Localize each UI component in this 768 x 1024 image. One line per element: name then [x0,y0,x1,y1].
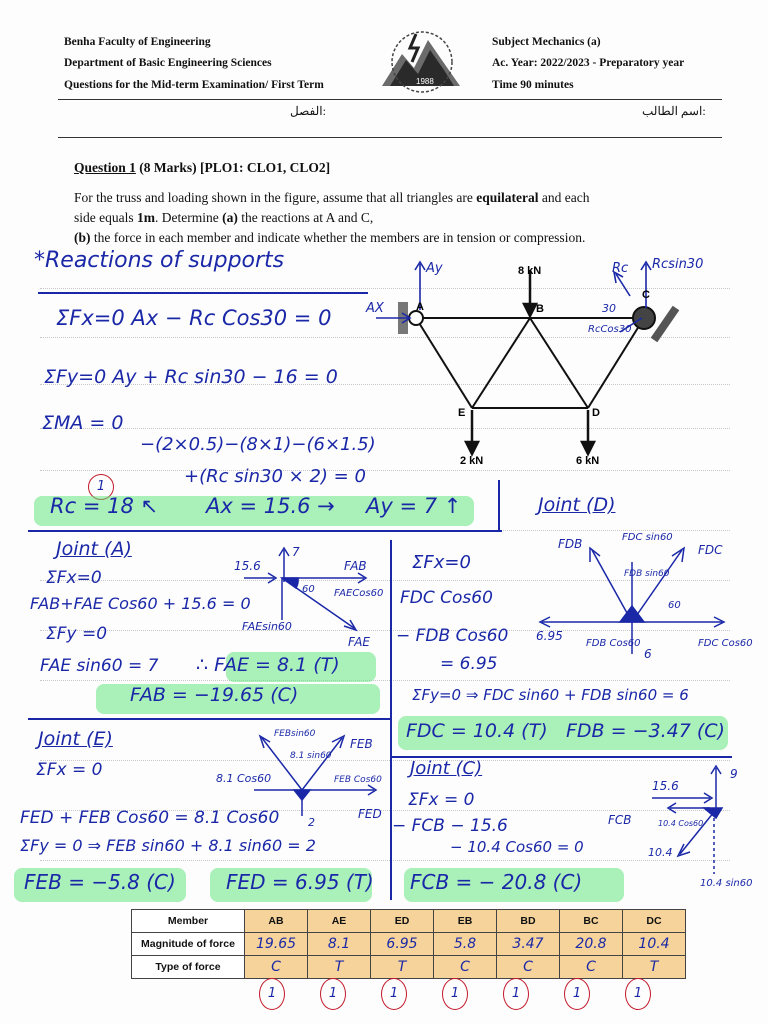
load-d-label: 6 kN [576,455,600,467]
joint-d-fbd [532,522,753,672]
joint-a-d-7: 7 [292,545,300,559]
joint-c-d-156: 15.6 [652,779,679,793]
joint-c-d-104cos: 10.4 Cos60 [658,819,704,828]
joint-e-d-ebsin: FEBsin60 [274,729,316,739]
score-mark: 1 [503,978,529,1010]
load-e-label: 2 kN [460,455,484,467]
joint-d-result-fdb: FDB = −3.47 (C) [566,720,725,742]
joint-c-eq3: − 10.4 Cos60 = 0 [450,838,584,856]
divider-h1 [28,530,502,532]
joint-d-d-fdb: FDB [558,537,583,551]
ax-label: AX [366,301,384,316]
divider-h2 [28,718,390,720]
joint-d-d-60: 60 [668,600,681,611]
joint-e-d-81cos: 8.1 Cos60 [216,772,272,785]
eq-sum-fy: ΣFy=0 Ay + Rc sin30 − 16 = 0 [44,366,338,388]
university-name: Benha Faculty of Engineering [64,36,211,48]
question-marks: (8 Marks) [PLO1: CLO1, CLO2] [139,160,331,175]
joint-d-eq2: FDC Cos60 [400,588,493,608]
question-body: For the truss and loading shown in the figure, assume that all triangles are equilateral and each side equals 1m. Determine (a) the reactions at A and C, (b) the force in each member and indicate whether the members are in tension or compression. [74,190,590,245]
joint-d-d-695: 6.95 [536,629,563,643]
table-header-cell: ED [371,910,434,933]
table-header-cell: AE [308,910,371,933]
joint-e-result-feb: FEB = −5.8 (C) [24,870,176,894]
support-c-wall [654,308,676,340]
joint-e-d-fed: FED [358,807,382,821]
joint-d-eq5: ΣFy=0 ⇒ FDC sin60 + FDB sin60 = 6 [412,686,689,704]
joint-a-eq1: ΣFx=0 [46,568,102,588]
eq-moment-rc: +(Rc sin30 × 2) = 0 [184,466,366,487]
load-b-label: 8 kN [518,265,542,277]
eq-sum-ma: ΣMA = 0 [42,412,124,434]
academic-year: Ac. Year: 2022/2023 - Preparatory year [492,57,685,69]
angle-label: 30 [602,302,616,315]
joint-e-fbd [216,722,394,832]
joint-c-eq1: ΣFx = 0 [408,790,475,810]
joint-d-eq3: − FDB Cos60 [396,626,509,646]
score-mark: 1 [259,978,285,1010]
joint-c-d-104: 10.4 [648,846,673,859]
joint-d-d-fdcsin: FDC sin60 [622,532,673,543]
joint-c-fbd [604,762,754,902]
magnitude-cell: 3.47 [512,936,544,952]
joint-c-eq2: − FCB − 15.6 [392,816,508,836]
magnitude-cell: 10.4 [638,936,670,952]
joint-e-d-2: 2 [308,816,315,829]
joint-e-d-feb: FEB [350,737,373,751]
joint-a-d-faesin: FAEsin60 [242,620,292,633]
joint-e-result-fed: FED = 6.95 (T) [226,870,374,894]
joint-a-title: Joint (A) [56,538,132,560]
table-header-cell: BD [497,910,560,933]
joint-e-title: Joint (E) [38,728,113,750]
roller-c [633,307,655,329]
node-d-label: D [592,407,600,419]
type-cell: C [586,959,596,975]
reactions-underline [38,292,368,294]
class-label: الفصل: [290,104,326,118]
joint-d-result-fdc: FDC = 10.4 (T) [406,720,548,742]
type-cell: C [523,959,533,975]
exam-time: Time 90 minutes [492,79,574,91]
joint-c-title: Joint (C) [410,758,483,779]
joint-c-d-9: 9 [730,767,738,781]
rcsin-label: Rcsin30 [652,257,704,272]
joint-a-d-faecos: FAECos60 [334,588,384,599]
magnitude-label: Magnitude of force [132,933,245,956]
joint-a-d-fab: FAB [344,559,367,573]
joint-a-eq2: FAB+FAE Cos60 + 15.6 = 0 [30,594,251,613]
joint-d-d-fdccos: FDC Cos60 [698,638,753,649]
joint-a-d-156: 15.6 [234,559,261,573]
magnitude-cell: 6.95 [386,936,418,952]
ay-label: Ay [426,261,443,276]
magnitude-cell: 8.1 [327,936,351,952]
reactions-score-mark: 1 [88,474,114,500]
score-mark: 1 [442,978,468,1010]
node-b-label: B [536,303,544,315]
exam-title: Questions for the Mid-term Examination/ First Term [64,79,324,91]
joint-d-d-fdbcos: FDB Cos60 [586,638,641,649]
score-mark: 1 [625,978,651,1010]
joint-d-d-6: 6 [644,647,652,661]
joint-d-title: Joint (D) [538,494,616,516]
logo-year: 1988 [416,77,434,86]
type-cell: C [271,959,281,975]
rccos-label: RcCos30 [588,324,632,335]
joint-a-eq4: FAE sin60 = 7 [40,656,159,676]
joint-a-result-fab: FAB = −19.65 (C) [130,684,299,706]
joint-c-d-104sin: 10.4 sin60 [700,878,753,889]
reactions-title: *Reactions of supports [34,248,285,273]
magnitude-cell: 20.8 [575,936,607,952]
result-ax: Ax = 15.6 → [206,494,335,518]
magnitude-cell: 19.65 [255,936,297,952]
joint-d-eq1: ΣFx=0 [412,552,471,573]
joint-a-fbd [234,540,394,650]
joint-d-d-fdc: FDC [698,543,723,557]
magnitude-cell: 5.8 [453,936,477,952]
score-mark: 1 [320,978,346,1010]
joint-e-eq1: ΣFx = 0 [36,760,103,780]
ruled-line [40,680,730,681]
node-a-label: A [416,301,424,313]
result-ay: Ay = 7 ↑ [366,494,462,518]
type-label: Type of force [132,956,245,979]
joint-e-d-febcos: FEB Cos60 [334,775,382,785]
joint-e-d-81sin: 8.1 sin60 [290,751,332,761]
joint-d-eq4: = 6.95 [440,654,498,674]
joint-e-eq2: FED + FEB Cos60 = 8.1 Cos60 [20,808,280,828]
eq-moment-terms: −(2×0.5)−(8×1)−(6×1.5) [140,434,376,455]
table-header-member: Member [132,910,245,933]
joint-a-d-fae: FAE [348,635,370,649]
question-heading [74,158,734,178]
department-name: Department of Basic Engineering Sciences [64,57,272,69]
joint-e-eq3: ΣFy = 0 ⇒ FEB sin60 + 8.1 sin60 = 2 [20,836,316,855]
joint-c-result-fcb: FCB = − 20.8 (C) [410,870,583,894]
table-row-magnitude [132,933,686,956]
student-name-label: اسم الطالب: [642,104,706,118]
eq-sum-fx: ΣFx=0 Ax − Rc Cos30 = 0 [56,306,332,330]
type-cell: T [649,959,659,975]
node-e-label: E [458,407,466,419]
joint-c-d-fcb: FCB [608,813,632,827]
table-header-cell: AB [245,910,308,933]
divider-v0 [498,480,500,532]
table-row-type [132,956,686,979]
rc-label: Rc [612,261,629,276]
joint-a-result-fae: ∴ FAE = 8.1 (T) [196,654,340,676]
type-cell: C [460,959,470,975]
type-cell: T [397,959,407,975]
member-force-table [131,909,686,979]
score-mark: 1 [381,978,407,1010]
node-c-label: C [642,289,650,301]
joint-d-d-fdbsin: FDB sin60 [624,569,670,579]
joint-a-eq3: ΣFy =0 [46,624,108,644]
table-header-cell: EB [434,910,497,933]
header-rule [58,99,722,100]
table-header-row [132,910,686,933]
name-rule [58,137,722,138]
subject: Subject Mechanics (a) [492,36,601,48]
score-mark: 1 [564,978,590,1010]
joint-a-d-60: 60 [302,584,315,595]
result-rc: Rc = 18 ↖ [50,494,159,518]
faculty-logo [376,26,468,96]
table-header-cell: DC [623,910,686,933]
truss-figure [366,250,704,470]
table-header-cell: BC [560,910,623,933]
question-number: Question 1 [74,160,136,175]
type-cell: T [334,959,344,975]
ruled-line [40,470,730,471]
